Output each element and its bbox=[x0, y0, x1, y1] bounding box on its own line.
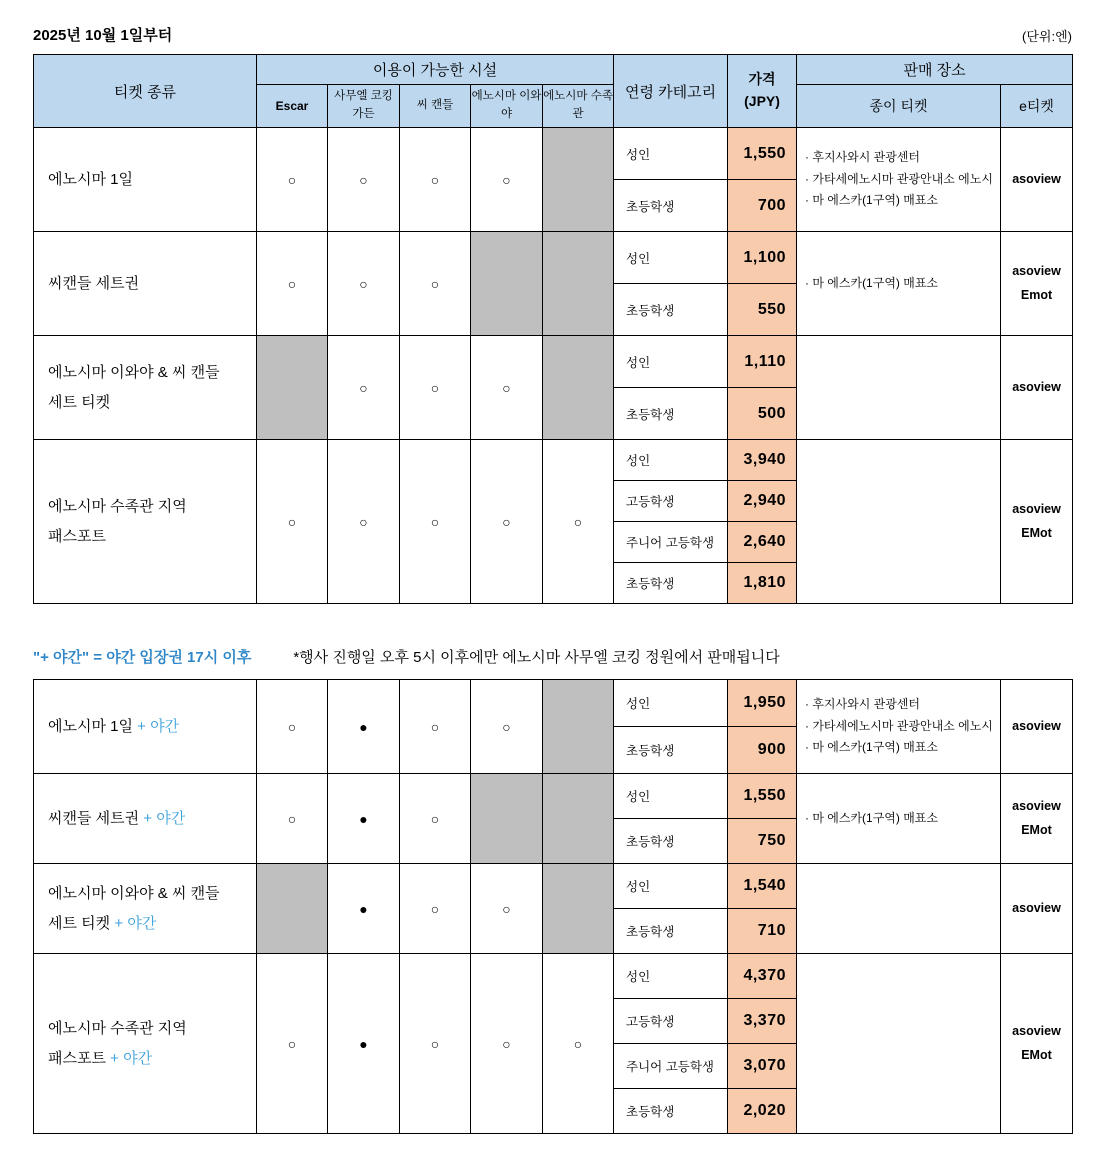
age-label-cell: 성인 bbox=[614, 774, 728, 819]
facility-mark: ● bbox=[328, 864, 400, 954]
paper-ticket-disabled bbox=[797, 440, 1001, 604]
price-value-cell: 2,940 bbox=[728, 481, 797, 522]
paper-ticket-disabled bbox=[797, 864, 1001, 954]
paper-ticket-note: · 후지사와시 관광센터 bbox=[805, 150, 921, 165]
eticket-vendor: asoview bbox=[1012, 900, 1061, 915]
facility-mark: ○ bbox=[543, 440, 614, 604]
eticket-cell bbox=[1001, 440, 1073, 604]
age-label-cell: 성인 bbox=[614, 336, 728, 388]
header-paper-ticket: 종이 티켓 bbox=[797, 85, 1001, 128]
facility-mark: ○ bbox=[471, 864, 543, 954]
ticket-title-night-suffix: + 야간 bbox=[114, 914, 157, 932]
eticket-vendor: EMot bbox=[1021, 1047, 1052, 1062]
ticket-title-cell bbox=[34, 440, 257, 604]
header-price bbox=[728, 55, 797, 128]
price-value-cell: 710 bbox=[728, 909, 797, 954]
paper-ticket-note: · 가타세에노시마 관광안내소 에노시 bbox=[805, 171, 993, 186]
age-label-cell: 고등학생 bbox=[614, 481, 728, 522]
eticket-cell bbox=[1001, 336, 1073, 440]
facility-mark: ○ bbox=[257, 440, 328, 604]
facility-mark: ○ bbox=[328, 232, 400, 336]
header-facilities-group: 이용이 가능한 시설 bbox=[257, 55, 614, 85]
eticket-vendor: asoview bbox=[1012, 263, 1061, 278]
paper-ticket-note: · 후지사와시 관광센터 bbox=[805, 697, 920, 712]
price-value-cell: 1,550 bbox=[728, 128, 797, 180]
ticket-title-night-suffix: + 야간 bbox=[110, 1049, 153, 1067]
facility-mark-disabled bbox=[471, 774, 543, 864]
age-label-cell: 성인 bbox=[614, 440, 728, 481]
ticket-title-cell bbox=[34, 680, 257, 774]
age-label-cell: 성인 bbox=[614, 128, 728, 180]
header-price-line1: 가격 bbox=[748, 71, 776, 88]
ticket-title: 에노시마 이와야 & 씨 캔들 세트 티켓 bbox=[48, 885, 220, 932]
header-facility-sea-candle: 씨 캔들 bbox=[400, 85, 471, 128]
price-value-cell: 2,020 bbox=[728, 1089, 797, 1134]
facility-mark: ○ bbox=[543, 954, 614, 1134]
price-value-cell: 1,810 bbox=[728, 563, 797, 604]
eticket-cell bbox=[1001, 774, 1073, 864]
header-facility-samuel-cocking-garden: 사무엘 코킹 가든 bbox=[328, 85, 400, 128]
ticket-title-cell bbox=[34, 774, 257, 864]
eticket-cell bbox=[1001, 680, 1073, 774]
facility-mark: ○ bbox=[328, 128, 400, 232]
eticket-vendor: asoview bbox=[1012, 718, 1061, 733]
eticket-vendor: asoview bbox=[1012, 379, 1061, 394]
price-value-cell: 1,110 bbox=[728, 336, 797, 388]
facility-mark: ○ bbox=[400, 954, 471, 1134]
ticket-title: 에노시마 1일 bbox=[48, 170, 133, 188]
header-facility-escar: Escar bbox=[257, 85, 328, 128]
eticket-vendor: EMot bbox=[1021, 822, 1052, 837]
price-value-cell: 1,950 bbox=[728, 680, 797, 727]
facility-mark: ○ bbox=[257, 232, 328, 336]
price-value-cell: 1,100 bbox=[728, 232, 797, 284]
facility-mark-disabled bbox=[257, 864, 328, 954]
price-value-cell: 550 bbox=[728, 284, 797, 336]
topbar bbox=[33, 24, 1072, 45]
eticket-vendor: Emot bbox=[1020, 287, 1053, 302]
ticket-title-night-suffix: + 야간 bbox=[143, 809, 186, 827]
age-label-cell: 초등학생 bbox=[614, 284, 728, 336]
facility-mark-disabled bbox=[543, 336, 614, 440]
eticket-cell bbox=[1001, 864, 1073, 954]
age-label-cell: 고등학생 bbox=[614, 999, 728, 1044]
ticket-title-cell bbox=[34, 954, 257, 1134]
facility-mark: ○ bbox=[257, 954, 328, 1134]
price-value-cell: 900 bbox=[728, 727, 797, 774]
ticket-title-cell bbox=[34, 864, 257, 954]
eticket-vendor: asoview bbox=[1012, 1023, 1061, 1038]
paper-ticket-note: · 마 에스카(1구역) 매표소 bbox=[805, 810, 938, 825]
age-label-cell: 성인 bbox=[614, 680, 728, 727]
price-value-cell: 3,070 bbox=[728, 1044, 797, 1089]
paper-ticket-disabled bbox=[797, 336, 1001, 440]
eticket-cell bbox=[1001, 954, 1073, 1134]
facility-mark: ○ bbox=[328, 336, 400, 440]
facility-mark: ○ bbox=[400, 440, 471, 604]
facility-mark: ○ bbox=[400, 680, 471, 774]
header-ticket-type: 티켓 종류 bbox=[34, 55, 257, 128]
facility-mark: ○ bbox=[257, 774, 328, 864]
paper-ticket-note: · 가타세에노시마 관광안내소 에노시 bbox=[805, 718, 993, 733]
paper-ticket-notes bbox=[797, 128, 1001, 232]
price-value-cell: 4,370 bbox=[728, 954, 797, 999]
ticket-title-cell bbox=[34, 128, 257, 232]
price-value-cell: 750 bbox=[728, 819, 797, 864]
ticket-title: 에노시마 1일 bbox=[48, 717, 133, 735]
day-price-table bbox=[33, 54, 1073, 604]
facility-mark-disabled bbox=[543, 680, 614, 774]
paper-ticket-notes bbox=[797, 680, 1001, 774]
ticket-title: 에노시마 수족관 지역 패스포트 bbox=[48, 1020, 187, 1067]
facility-mark: ○ bbox=[400, 774, 471, 864]
age-label-cell: 초등학생 bbox=[614, 909, 728, 954]
night-sales-condition-note: *행사 진행일 오후 5시 이후에만 에노시마 사무엘 코킹 정원에서 판매됩니다 bbox=[293, 649, 780, 666]
facility-mark: ○ bbox=[471, 336, 543, 440]
facility-mark-disabled bbox=[257, 336, 328, 440]
price-value-cell: 1,550 bbox=[728, 774, 797, 819]
age-label-cell: 초등학생 bbox=[614, 388, 728, 440]
notes-row bbox=[33, 646, 1072, 667]
age-label-cell: 초등학생 bbox=[614, 819, 728, 864]
price-value-cell: 2,640 bbox=[728, 522, 797, 563]
ticket-title: 씨캔들 세트권 bbox=[48, 274, 140, 292]
facility-mark: ○ bbox=[400, 336, 471, 440]
facility-mark: ○ bbox=[257, 680, 328, 774]
eticket-cell bbox=[1001, 232, 1073, 336]
eticket-cell bbox=[1001, 128, 1073, 232]
facility-mark-disabled bbox=[471, 232, 543, 336]
facility-mark-disabled bbox=[543, 232, 614, 336]
age-label-cell: 성인 bbox=[614, 232, 728, 284]
facility-mark: ○ bbox=[400, 864, 471, 954]
eticket-vendor: EMot bbox=[1021, 525, 1052, 540]
header-price-line2: (JPY) bbox=[744, 93, 780, 109]
age-label-cell: 초등학생 bbox=[614, 563, 728, 604]
facility-mark: ○ bbox=[400, 128, 471, 232]
age-label-cell: 초등학생 bbox=[614, 1089, 728, 1134]
facility-mark: ○ bbox=[328, 440, 400, 604]
header-facility-aquarium: 에노시마 수족관 bbox=[543, 85, 614, 128]
price-value-cell: 700 bbox=[728, 180, 797, 232]
paper-ticket-note: · 마 에스카(1구역) 매표소 bbox=[805, 193, 939, 208]
eticket-vendor: asoview bbox=[1012, 171, 1061, 186]
paper-ticket-disabled bbox=[797, 954, 1001, 1134]
effective-date-label: 2025년 10월 1일부터 bbox=[33, 27, 173, 44]
facility-mark-disabled bbox=[543, 774, 614, 864]
age-label-cell: 초등학생 bbox=[614, 727, 728, 774]
facility-mark: ● bbox=[328, 954, 400, 1134]
price-value-cell: 3,370 bbox=[728, 999, 797, 1044]
eticket-vendor: asoview bbox=[1012, 501, 1061, 516]
price-value-cell: 500 bbox=[728, 388, 797, 440]
facility-mark-disabled bbox=[543, 128, 614, 232]
price-value-cell: 3,940 bbox=[728, 440, 797, 481]
facility-mark: ● bbox=[328, 774, 400, 864]
ticket-title: 에노시마 수족관 지역 패스포트 bbox=[48, 498, 187, 545]
paper-ticket-note: · 마 에스카(1구역) 매표소 bbox=[805, 275, 939, 290]
eticket-vendor: asoview bbox=[1012, 798, 1061, 813]
header-facility-iwaya: 에노시마 이와야 bbox=[471, 85, 543, 128]
age-label-cell: 성인 bbox=[614, 954, 728, 999]
age-label-cell: 초등학생 bbox=[614, 180, 728, 232]
facility-mark: ● bbox=[328, 680, 400, 774]
facility-mark: ○ bbox=[257, 128, 328, 232]
night-ticket-definition-note: "+ 야간" = 야간 입장권 17시 이후 bbox=[33, 649, 252, 666]
ticket-title-cell bbox=[34, 336, 257, 440]
age-label-cell: 주니어 고등학생 bbox=[614, 522, 728, 563]
ticket-title-cell bbox=[34, 232, 257, 336]
currency-unit-label: (단위:엔) bbox=[1022, 29, 1072, 44]
facility-mark: ○ bbox=[471, 440, 543, 604]
header-age-category: 연령 카테고리 bbox=[614, 55, 728, 128]
ticket-title: 에노시마 이와야 & 씨 캔들 세트 티켓 bbox=[48, 364, 220, 411]
age-label-cell: 성인 bbox=[614, 864, 728, 909]
facility-mark: ○ bbox=[471, 128, 543, 232]
ticket-title: 씨캔들 세트권 bbox=[48, 809, 140, 827]
price-value-cell: 1,540 bbox=[728, 864, 797, 909]
paper-ticket-notes bbox=[797, 774, 1001, 864]
night-price-table bbox=[33, 679, 1073, 1134]
facility-mark: ○ bbox=[400, 232, 471, 336]
facility-mark: ○ bbox=[471, 680, 543, 774]
age-label-cell: 주니어 고등학생 bbox=[614, 1044, 728, 1089]
facility-mark-disabled bbox=[543, 864, 614, 954]
ticket-title-night-suffix: + 야간 bbox=[137, 717, 180, 735]
facility-mark: ○ bbox=[471, 954, 543, 1134]
paper-ticket-note: · 마 에스카(1구역) 매표소 bbox=[805, 740, 938, 755]
header-sales-group: 판매 장소 bbox=[797, 55, 1073, 85]
header-e-ticket: e티켓 bbox=[1001, 85, 1073, 128]
paper-ticket-notes bbox=[797, 232, 1001, 336]
